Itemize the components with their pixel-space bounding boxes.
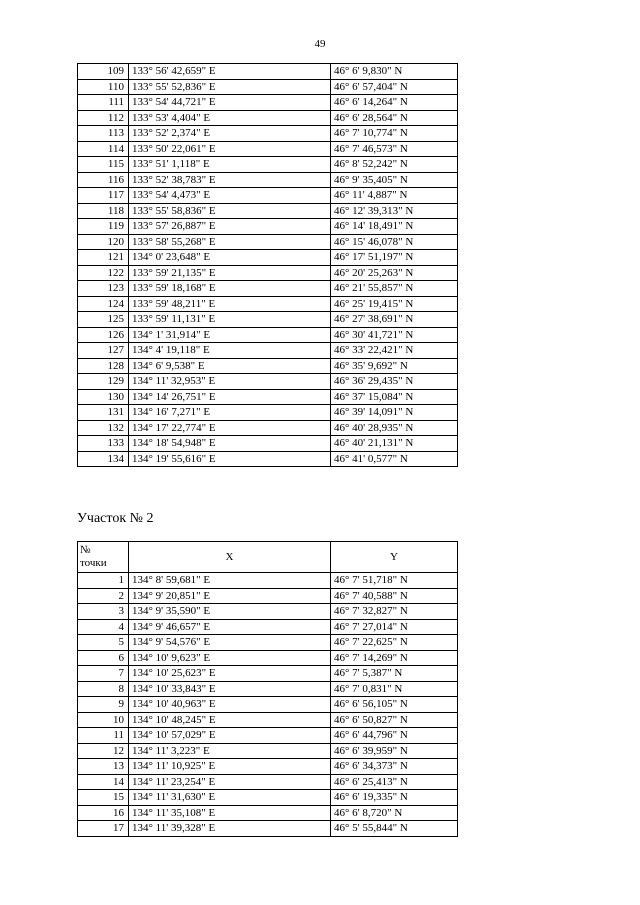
table-row xyxy=(78,405,458,421)
point-number-cell: 8 xyxy=(78,681,129,697)
table-row xyxy=(78,79,458,95)
table-row xyxy=(78,172,458,188)
point-number-cell: 134 xyxy=(78,451,129,467)
x-coordinate-cell: 134° 11' 10,925" E xyxy=(129,759,331,775)
x-coordinate-cell: 133° 55' 52,836" E xyxy=(129,79,331,95)
table-row xyxy=(78,821,458,837)
point-number-cell: 128 xyxy=(78,358,129,374)
x-coordinate-cell: 134° 11' 39,328" E xyxy=(129,821,331,837)
x-coordinate-cell: 134° 6' 9,538" E xyxy=(129,358,331,374)
point-number-cell: 123 xyxy=(78,281,129,297)
table-row xyxy=(78,666,458,682)
point-number-cell: 4 xyxy=(78,619,129,635)
point-number-cell: 131 xyxy=(78,405,129,421)
x-coordinate-cell: 134° 19' 55,616" E xyxy=(129,451,331,467)
table-row xyxy=(78,265,458,281)
table-row xyxy=(78,374,458,390)
x-coordinate-cell: 134° 10' 33,843" E xyxy=(129,681,331,697)
x-coordinate-cell: 134° 1' 31,914" E xyxy=(129,327,331,343)
page-number: 49 xyxy=(314,38,326,50)
x-coordinate-cell: 133° 59' 11,131" E xyxy=(129,312,331,328)
table-row xyxy=(78,312,458,328)
y-coordinate-cell: 46° 7' 14,269" N xyxy=(331,650,458,666)
y-coordinate-cell: 46° 7' 22,625" N xyxy=(331,635,458,651)
table-row xyxy=(78,728,458,744)
table-row xyxy=(78,588,458,604)
y-coordinate-cell: 46° 11' 4,887" N xyxy=(331,188,458,204)
table-row xyxy=(78,759,458,775)
section-title: Участок № 2 xyxy=(77,511,154,526)
point-number-cell: 116 xyxy=(78,172,129,188)
x-coordinate-cell: 133° 57' 26,887" E xyxy=(129,219,331,235)
x-coordinate-cell: 133° 54' 4,473" E xyxy=(129,188,331,204)
x-coordinate-cell: 134° 9' 20,851" E xyxy=(129,588,331,604)
table-row xyxy=(78,681,458,697)
x-coordinate-cell: 133° 50' 22,061" E xyxy=(129,141,331,157)
x-coordinate-cell: 134° 11' 23,254" E xyxy=(129,774,331,790)
y-coordinate-cell: 46° 37' 15,084" N xyxy=(331,389,458,405)
table-row xyxy=(78,157,458,173)
point-number-cell: 9 xyxy=(78,697,129,713)
x-coordinate-cell: 134° 10' 48,245" E xyxy=(129,712,331,728)
x-coordinate-cell: 134° 11' 32,953" E xyxy=(129,374,331,390)
y-coordinate-cell: 46° 30' 41,721" N xyxy=(331,327,458,343)
x-coordinate-cell: 134° 4' 19,118" E xyxy=(129,343,331,359)
y-coordinate-cell: 46° 7' 40,588" N xyxy=(331,588,458,604)
y-coordinate-cell: 46° 6' 50,827" N xyxy=(331,712,458,728)
point-number-cell: 111 xyxy=(78,95,129,111)
y-coordinate-cell: 46° 7' 46,573" N xyxy=(331,141,458,157)
table-row xyxy=(78,573,458,589)
table-row xyxy=(78,790,458,806)
table-row xyxy=(78,126,458,142)
point-number-cell: 130 xyxy=(78,389,129,405)
x-coordinate-cell: 134° 18' 54,948" E xyxy=(129,436,331,452)
coordinates-table-body xyxy=(78,573,458,837)
coordinates-table-body xyxy=(78,64,458,467)
point-number-cell: 125 xyxy=(78,312,129,328)
point-number-cell: 15 xyxy=(78,790,129,806)
y-coordinate-cell: 46° 6' 44,796" N xyxy=(331,728,458,744)
y-coordinate-cell: 46° 14' 18,491" N xyxy=(331,219,458,235)
point-number-cell: 119 xyxy=(78,219,129,235)
x-coordinate-cell: 133° 58' 55,268" E xyxy=(129,234,331,250)
x-coordinate-cell: 134° 16' 7,271" E xyxy=(129,405,331,421)
table-row xyxy=(78,774,458,790)
table-row xyxy=(78,712,458,728)
x-coordinate-cell: 133° 52' 2,374" E xyxy=(129,126,331,142)
table-row xyxy=(78,604,458,620)
y-coordinate-cell: 46° 7' 32,827" N xyxy=(331,604,458,620)
y-coordinate-cell: 46° 6' 8,720" N xyxy=(331,805,458,821)
y-coordinate-cell: 46° 6' 39,959" N xyxy=(331,743,458,759)
y-coordinate-cell: 46° 7' 27,014" N xyxy=(331,619,458,635)
point-number-cell: 2 xyxy=(78,588,129,604)
point-number-cell: 121 xyxy=(78,250,129,266)
x-coordinate-cell: 133° 54' 44,721" E xyxy=(129,95,331,111)
y-coordinate-cell: 46° 6' 14,264" N xyxy=(331,95,458,111)
x-coordinate-cell: 134° 10' 40,963" E xyxy=(129,697,331,713)
point-number-cell: 113 xyxy=(78,126,129,142)
x-coordinate-cell: 133° 55' 58,836" E xyxy=(129,203,331,219)
table-row xyxy=(78,296,458,312)
coordinates-table-section-2 xyxy=(77,541,458,837)
table-row xyxy=(78,650,458,666)
y-coordinate-cell: 46° 25' 19,415" N xyxy=(331,296,458,312)
point-number-cell: 109 xyxy=(78,64,129,80)
x-coordinate-cell: 134° 10' 9,623" E xyxy=(129,650,331,666)
table-row xyxy=(78,327,458,343)
table-header-row xyxy=(78,542,458,573)
x-coordinate-cell: 134° 17' 22,774" E xyxy=(129,420,331,436)
x-coordinate-cell: 133° 52' 38,783" E xyxy=(129,172,331,188)
y-coordinate-cell: 46° 6' 28,564" N xyxy=(331,110,458,126)
x-coordinate-cell: 133° 59' 21,135" E xyxy=(129,265,331,281)
table-row xyxy=(78,805,458,821)
table-row xyxy=(78,203,458,219)
point-number-cell: 7 xyxy=(78,666,129,682)
point-number-cell: 14 xyxy=(78,774,129,790)
y-coordinate-cell: 46° 6' 56,105" N xyxy=(331,697,458,713)
point-number-cell: 114 xyxy=(78,141,129,157)
y-coordinate-cell: 46° 21' 55,857" N xyxy=(331,281,458,297)
x-coordinate-cell: 134° 11' 31,630" E xyxy=(129,790,331,806)
point-number-cell: 127 xyxy=(78,343,129,359)
table-row xyxy=(78,451,458,467)
table-row xyxy=(78,110,458,126)
point-number-cell: 110 xyxy=(78,79,129,95)
point-number-cell: 3 xyxy=(78,604,129,620)
y-coordinate-cell: 46° 7' 5,387" N xyxy=(331,666,458,682)
table-row xyxy=(78,95,458,111)
table-row xyxy=(78,219,458,235)
x-column-header: X xyxy=(129,542,331,573)
point-number-cell: 16 xyxy=(78,805,129,821)
table-row xyxy=(78,343,458,359)
table-row xyxy=(78,635,458,651)
y-coordinate-cell: 46° 40' 28,935" N xyxy=(331,420,458,436)
y-column-header: Y xyxy=(331,542,458,573)
x-coordinate-cell: 134° 9' 46,657" E xyxy=(129,619,331,635)
table-row xyxy=(78,420,458,436)
x-coordinate-cell: 134° 14' 26,751" E xyxy=(129,389,331,405)
table-row xyxy=(78,743,458,759)
y-coordinate-cell: 46° 17' 51,197" N xyxy=(331,250,458,266)
table-row xyxy=(78,619,458,635)
y-coordinate-cell: 46° 36' 29,435" N xyxy=(331,374,458,390)
point-number-cell: 133 xyxy=(78,436,129,452)
y-coordinate-cell: 46° 7' 0,831" N xyxy=(331,681,458,697)
point-number-cell: 12 xyxy=(78,743,129,759)
y-coordinate-cell: 46° 41' 0,577" N xyxy=(331,451,458,467)
y-coordinate-cell: 46° 39' 14,091" N xyxy=(331,405,458,421)
point-number-cell: 10 xyxy=(78,712,129,728)
y-coordinate-cell: 46° 6' 9,830" N xyxy=(331,64,458,80)
table-row xyxy=(78,141,458,157)
x-coordinate-cell: 134° 8' 59,681" E xyxy=(129,573,331,589)
y-coordinate-cell: 46° 12' 39,313" N xyxy=(331,203,458,219)
x-coordinate-cell: 134° 11' 35,108" E xyxy=(129,805,331,821)
x-coordinate-cell: 133° 51' 1,118" E xyxy=(129,157,331,173)
table-row xyxy=(78,188,458,204)
table-row xyxy=(78,436,458,452)
point-number-cell: 117 xyxy=(78,188,129,204)
x-coordinate-cell: 133° 59' 48,211" E xyxy=(129,296,331,312)
point-number-header-line1: № xyxy=(80,544,91,556)
y-coordinate-cell: 46° 40' 21,131" N xyxy=(331,436,458,452)
point-number-cell: 129 xyxy=(78,374,129,390)
x-coordinate-cell: 133° 53' 4,404" E xyxy=(129,110,331,126)
table-row xyxy=(78,281,458,297)
x-coordinate-cell: 134° 9' 54,576" E xyxy=(129,635,331,651)
table-row xyxy=(78,234,458,250)
y-coordinate-cell: 46° 33' 22,421" N xyxy=(331,343,458,359)
y-coordinate-cell: 46° 5' 55,844" N xyxy=(331,821,458,837)
table-row xyxy=(78,697,458,713)
table-row xyxy=(78,358,458,374)
point-number-header-line2: точки xyxy=(80,557,107,569)
point-number-cell: 132 xyxy=(78,420,129,436)
point-number-cell: 126 xyxy=(78,327,129,343)
point-number-cell: 11 xyxy=(78,728,129,744)
table-row xyxy=(78,389,458,405)
point-number-cell: 5 xyxy=(78,635,129,651)
point-number-cell: 6 xyxy=(78,650,129,666)
x-coordinate-cell: 133° 56' 42,659" E xyxy=(129,64,331,80)
x-coordinate-cell: 134° 10' 25,623" E xyxy=(129,666,331,682)
point-number-cell: 122 xyxy=(78,265,129,281)
y-coordinate-cell: 46° 6' 19,335" N xyxy=(331,790,458,806)
point-number-cell: 124 xyxy=(78,296,129,312)
y-coordinate-cell: 46° 20' 25,263" N xyxy=(331,265,458,281)
x-coordinate-cell: 134° 10' 57,029" E xyxy=(129,728,331,744)
y-coordinate-cell: 46° 15' 46,078" N xyxy=(331,234,458,250)
y-coordinate-cell: 46° 6' 34,373" N xyxy=(331,759,458,775)
y-coordinate-cell: 46° 6' 25,413" N xyxy=(331,774,458,790)
y-coordinate-cell: 46° 27' 38,691" N xyxy=(331,312,458,328)
point-number-cell: 118 xyxy=(78,203,129,219)
point-number-cell: 1 xyxy=(78,573,129,589)
y-coordinate-cell: 46° 6' 57,404" N xyxy=(331,79,458,95)
point-number-cell: 115 xyxy=(78,157,129,173)
point-number-cell: 112 xyxy=(78,110,129,126)
y-coordinate-cell: 46° 7' 51,718" N xyxy=(331,573,458,589)
point-number-cell: 120 xyxy=(78,234,129,250)
point-number-cell: 17 xyxy=(78,821,129,837)
y-coordinate-cell: 46° 7' 10,774" N xyxy=(331,126,458,142)
x-coordinate-cell: 134° 11' 3,223" E xyxy=(129,743,331,759)
y-coordinate-cell: 46° 9' 35,405" N xyxy=(331,172,458,188)
point-number-cell: 13 xyxy=(78,759,129,775)
x-coordinate-cell: 134° 0' 23,648" E xyxy=(129,250,331,266)
table-row xyxy=(78,64,458,80)
point-number-header xyxy=(78,542,129,573)
x-coordinate-cell: 133° 59' 18,168" E xyxy=(129,281,331,297)
table-row xyxy=(78,250,458,266)
coordinates-table-continued xyxy=(77,63,458,467)
y-coordinate-cell: 46° 35' 9,692" N xyxy=(331,358,458,374)
x-coordinate-cell: 134° 9' 35,590" E xyxy=(129,604,331,620)
y-coordinate-cell: 46° 8' 52,242" N xyxy=(331,157,458,173)
